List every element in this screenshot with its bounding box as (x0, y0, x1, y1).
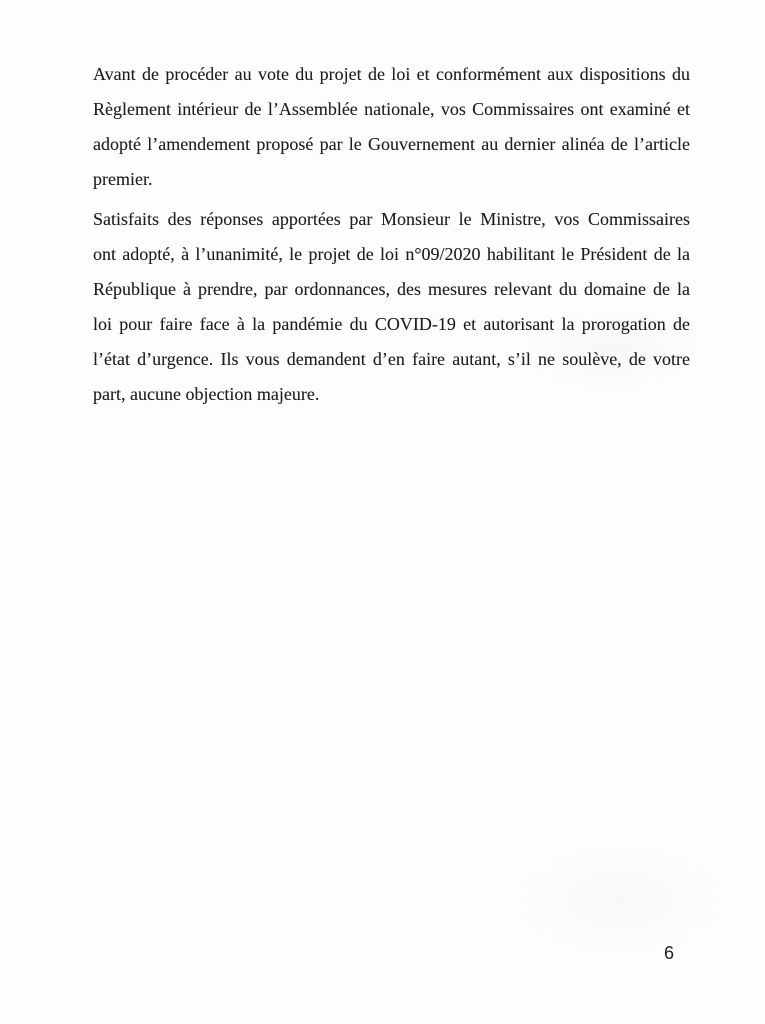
text-line: part, aucune objection majeure. (93, 384, 320, 404)
text-line: Règlement intérieur de l’Assemblée nationale, vos Commissaires ont examiné et (93, 99, 690, 119)
text-line: ont adopté, à l’unanimité, le projet de loi n°09/2020 habilitant le Président de la (93, 244, 690, 264)
page-number: 6 (663, 943, 674, 963)
text-line: loi pour faire face à la pandémie du COVID-19 et autorisant la prorogation de (93, 314, 690, 334)
text-line: Avant de procéder au vote du projet de loi et conformément aux dispositions du (93, 64, 690, 84)
text-line: premier. (93, 169, 153, 189)
paragraph-1 (93, 57, 690, 197)
text-line: l’état d’urgence. Ils vous demandent d’en faire autant, s’il ne soulève, de votre (93, 349, 690, 369)
text-line: Satisfaits des réponses apportées par Monsieur le Ministre, vos Commissaires (93, 209, 690, 229)
text-line: adopté l’amendement proposé par le Gouvernement au dernier alinéa de l’article (93, 134, 690, 154)
paragraph-2 (93, 202, 690, 412)
text-line: République à prendre, par ordonnances, des mesures relevant du domaine de la (93, 279, 690, 299)
document-body (93, 57, 690, 417)
